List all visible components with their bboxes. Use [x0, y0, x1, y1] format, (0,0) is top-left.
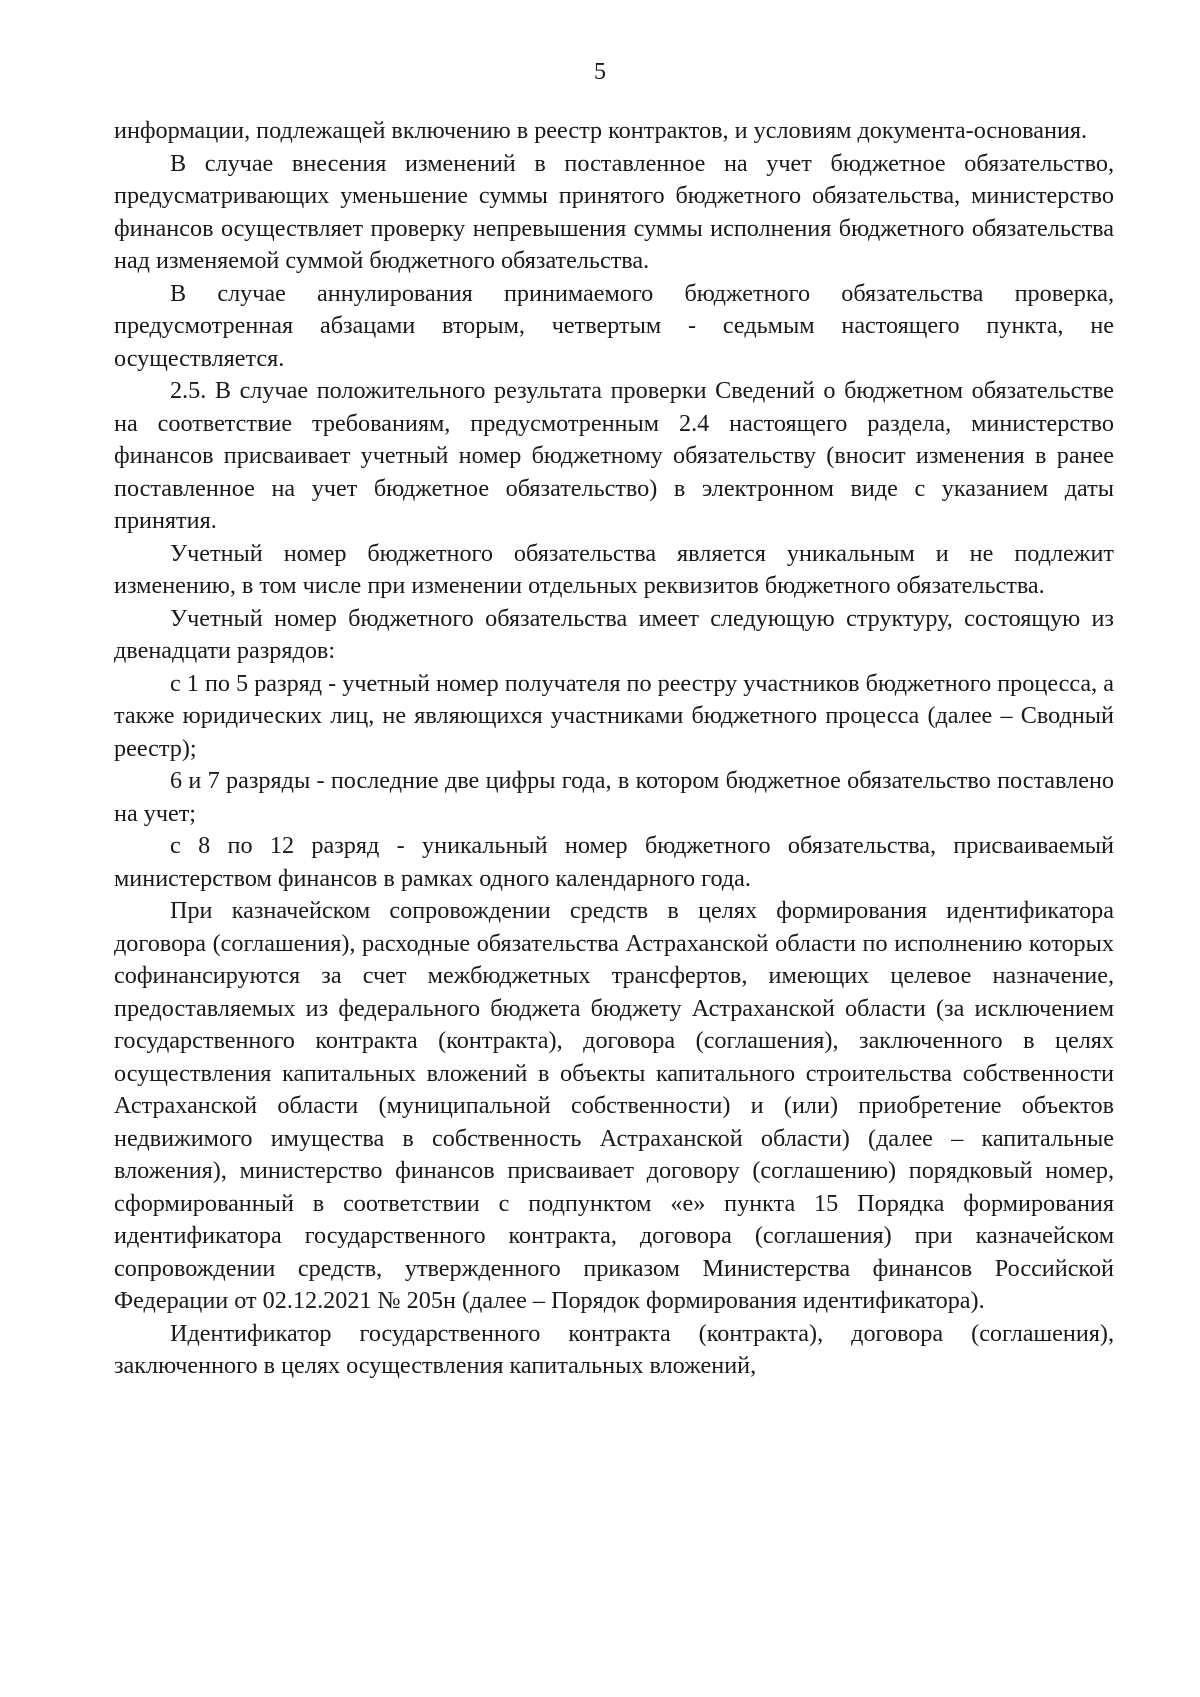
- paragraph: информации, подлежащей включению в реестр контрактов, и условиям документа-основания.: [114, 117, 1088, 144]
- paragraph: с 1 по 5 разряд - учетный номер получателя по реестру участников бюджетного процесса, а также юридических лиц, не являющихся участниками бюджетного процесса (далее – Сводный реестр);: [114, 669, 1114, 762]
- document-body: [114, 115, 1114, 1383]
- paragraph: При казначейском сопровождении средств в целях формирования идентификатора договора (соглашения), расходные обязательства Астраханской области по исполнению которых софинансируются за счет межбюджетных трансфертов, имеющих целевое назначение, предоставляемых из федерального бюджета бюджету Астраханской области (за исключением государственного контракта (контракта), договора (соглашения), заключенного в целях осуществления капитальных вложений в объекты капитального строительства собственности Астраханской области (муниципальной собственности) и (или) приобретение объектов недвижимого имущества в собственность Астраханской области) (далее – капитальные вложения), министерство финансов присваивает договору (соглашению) порядковый номер, сформированный в соответствии с подпунктом «е» пункта 15 Порядка формирования идентификатора государственного контракта, договора (соглашения) при казначейском сопровождении средств, утвержденного приказом Министерства финансов Российской Федерации от 02.12.2021 № 205н (далее – Порядок формирования идентификатора).: [114, 897, 1114, 1314]
- paragraph: Идентификатор государственного контракта (контракта), договора (соглашения), заключенного в целях осуществления капитальных вложений,: [114, 1319, 1114, 1379]
- paragraph: 6 и 7 разряды - последние две цифры года, в котором бюджетное обязательство поставлено на учет;: [114, 767, 1114, 827]
- page-number: 5: [594, 59, 606, 85]
- paragraph: 2.5. В случае положительного результата проверки Сведений о бюджетном обязательстве на соответствие требованиям, предусмотренным 2.4 настоящего раздела, министерство финансов присваивает учетный номер бюджетному обязательству (вносит изменения в ранее поставленное на учет бюджетное обязательство) в электронном виде с указанием даты принятия.: [114, 377, 1114, 534]
- paragraph: Учетный номер бюджетного обязательства имеет следующую структуру, состоящую из двенадцати разрядов:: [114, 604, 1114, 664]
- paragraph: В случае аннулирования принимаемого бюджетного обязательства проверка, предусмотренная абзацами вторым, четвертым - седьмым настоящего пункта, не осуществляется.: [114, 279, 1114, 372]
- paragraph: Учетный номер бюджетного обязательства является уникальным и не подлежит изменению, в том числе при изменении отдельных реквизитов бюджетного обязательства.: [114, 539, 1114, 599]
- paragraph: с 8 по 12 разряд - уникальный номер бюджетного обязательства, присваиваемый министерством финансов в рамках одного календарного года.: [114, 832, 1114, 892]
- paragraph: В случае внесения изменений в поставленное на учет бюджетное обязательство, предусматривающих уменьшение суммы принятого бюджетного обязательства, министерство финансов осуществляет проверку непревышения суммы исполнения бюджетного обязательства над изменяемой суммой бюджетного обязательства.: [114, 149, 1114, 274]
